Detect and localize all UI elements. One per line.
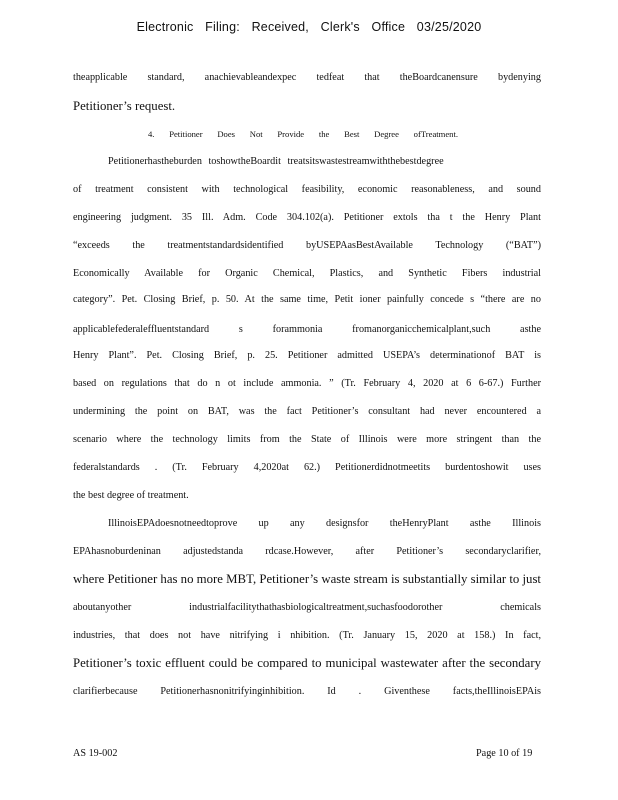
body-line: federalstandards . (Tr. February 4,2020at 62.) Petitionerdidnotmeetits burdentoshowit uses bbox=[73, 462, 541, 473]
body-line: Economically Available for Organic Chemical, Plastics, and Synthetic Fibers industrial bbox=[73, 268, 541, 279]
body-line: Petitioner’s toxic effluent could be compared to municipal wastewater after the secondary bbox=[73, 656, 541, 670]
body-line: the best degree of treatment. bbox=[73, 490, 189, 501]
section-heading: 4. Petitioner Does Not Provide the Best Degree ofTreatment. bbox=[148, 129, 458, 139]
body-line: of treatment consistent with technological feasibility, economic reasonableness, and sound bbox=[73, 184, 541, 195]
body-line: Henry Plant”. Pet. Closing Brief, p. 25. Petitioner admitted USEPA’s determinationof BAT is bbox=[73, 350, 541, 361]
body-line: “exceeds the treatmentstandardsidentified byUSEPAasBestAvailable Technology (“BAT”) bbox=[73, 240, 541, 251]
body-line: category”. Pet. Closing Brief, p. 50. At the same time, Petit ioner painfully concede s “there are no bbox=[73, 294, 541, 305]
filing-stamp-header: Electronic Filing: Received, Clerk's Office 03/25/2020 bbox=[136, 20, 482, 34]
body-line: IllinoisEPAdoesnotneedtoprove up any designsfor theHenryPlant asthe Illinois bbox=[108, 518, 541, 529]
body-line: based on regulations that do n ot include ammonia. ” (Tr. February 4, 2020 at 6 6-67.) Further bbox=[73, 378, 541, 389]
body-line: where Petitioner has no more MBT, Petitioner’s waste stream is substantially similar to just bbox=[73, 572, 541, 586]
body-line: applicablefederaleffluentstandard s forammonia fromanorganicchemicalplant,such asthe bbox=[73, 324, 541, 335]
body-line: Petitioner’s request. bbox=[73, 99, 176, 113]
body-line: engineering judgment. 35 Ill. Adm. Code 304.102(a). Petitioner extols tha t the Henry Plant bbox=[73, 212, 541, 223]
body-line: clarifierbecause Petitionerhasnonitrifyinginhibition. Id . Giventhese facts,theIllinoisEPAis bbox=[73, 686, 541, 697]
footer-docket-number: AS 19-002 bbox=[73, 748, 118, 759]
body-line: scenario where the technology limits from the State of Illinois were more stringent than the bbox=[73, 434, 541, 445]
body-line: industries, that does not have nitrifying i nhibition. (Tr. January 15, 2020 at 158.) In fact, bbox=[73, 630, 541, 641]
body-line: EPAhasnoburdeninan adjustedstanda rdcase.However, after Petitioner’s secondaryclarifier, bbox=[73, 546, 541, 557]
body-line: aboutanyother industrialfacilitythathasbiologicaltreatment,suchasfoodorother chemicals bbox=[73, 602, 541, 613]
body-line: Petitionerhastheburden toshowtheBoardit treatsitswastestreamwiththebestdegree bbox=[108, 156, 444, 167]
body-line: theapplicable standard, anachievableandexpec tedfeat that theBoardcanensure bydenying bbox=[73, 72, 541, 83]
footer-page-number: Page 10 of 19 bbox=[476, 748, 533, 759]
body-line: undermining the point on BAT, was the fact Petitioner’s consultant had never encountered a bbox=[73, 406, 541, 417]
